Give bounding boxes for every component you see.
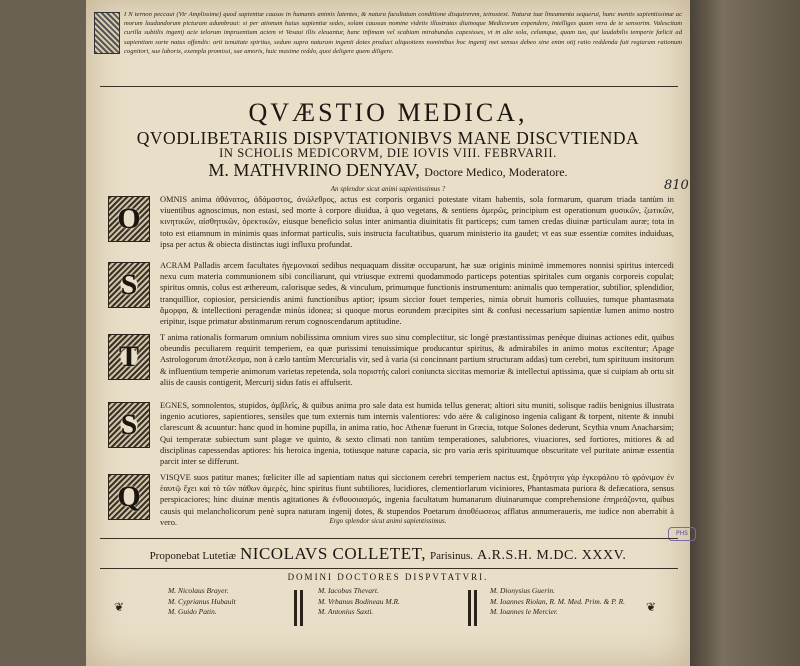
initial-o: O — [108, 196, 150, 242]
initial-s: S — [108, 262, 150, 308]
fleuron-right-icon: ❦ — [646, 600, 657, 614]
title-line-3: IN SCHOLIS MEDICORVM, DIE IOVIS VIII. FEBRVARII. — [219, 146, 557, 160]
doctor-name: M. Antonius Saxti. — [318, 607, 374, 616]
respondent-name: NICOLAVS COLLETET, — [240, 544, 426, 563]
proponebat-prefix: Proponebat Lutetiæ — [149, 550, 237, 562]
date-line: A.R.S.H. M.DC. XXXV. — [477, 548, 627, 563]
divider-bottom — [100, 538, 678, 539]
title-line-2: QVODLIBETARIIS DISPVTATIONIBVS MANE DISCVTIENDA — [136, 128, 640, 148]
doctor-name: M. Ioannes le Mercier. — [490, 607, 558, 616]
moderator-name: M. MATHVRINO DENYAV, — [208, 160, 420, 180]
fleuron-left-icon: ❦ — [114, 600, 125, 614]
doctor-name: M. Iacobus Thevart. — [318, 586, 379, 595]
brace-2b — [474, 590, 477, 626]
paragraph-5: VISQVE suos patitur manes; fœliciter ille ad sapientiam natus qui siccionem cerebri temperiem nactus est, ξηρότητα γὰρ ἐγκεφάλου τὸ φρόνιμον ἐν ἑαυτῷ ἔχει καὶ τὸ τῶν πάθων ἀμερὲς, hinc spiritus fiunt subtiliores, lucidiores, clementiorlarum viciniores, Phantasmata puriora & defæcatiora, sensus perspicaciores; hinc diuinæ mentis agitationes & ἐνθουσιασμός, ingenia facultatum humanarum diuinarumque comprehensione ἐπηρεάζοντα, quibus causis qui melancholicorum penè supra naturam ingenij dotes, & stupendos Poetarum ἀποθέωσεως afflatus annumeraueris, me iudice non aberrabit à vero. — [160, 473, 674, 527]
doctors-column-3 — [490, 586, 625, 618]
divider-names — [100, 568, 678, 569]
doctor-name: M. Nicolaus Brayer. — [168, 586, 229, 595]
brace-2 — [468, 590, 471, 626]
handwritten-number: 810 — [664, 178, 689, 193]
dedication-text: I N ternon peccaui (Vir Amplissime) quod sapientiæ causas in humanis animis latentes, & natura facultatum conditione disquirerem, teinsstexi. Naturæ tuæ lineamenta sequerui, hanc mentis sapientissimæ ac morum laudandorum picturam adumbraui: si per ationum huius sapientiæ sedes, solam caussas nomine videtis illustratas diuinoque Medicorum expendere, intelliges quam vera de te sensorim. Valescitum curilla subtilis ingenij acie telorum impruentium aciem vt Vesaui illis eleuantur, hanc infimam vel scabiam mirabundus capesisses, vt in alte sola, celumque, quam tuo, qui laudabilis temperie fælicii ad sapientiam sorte natus offendis: arti tenuitate spiritus, sedum supra naturam ingenii dotes produci aliquotiens nominibus hoc ingenij mei sensus debeo sine enim otij ratio reddenda fuit regiarum rationum cognitori, sue laborix, exempla promissi, sue amoris, huic maxime reddo, quoi deligere quem diligere. — [124, 11, 682, 55]
moderator-line — [86, 160, 690, 181]
initial-q: Q — [108, 474, 150, 520]
brace-1b — [300, 590, 303, 626]
book-spine-edge — [690, 0, 800, 666]
doctors-heading: DOMINI DOCTORES DISPVTATVRI. — [287, 572, 489, 582]
document-page — [86, 0, 690, 666]
library-stamp: PHS — [668, 527, 696, 541]
doctor-name: M. Ioannes Riolan, R. M. Med. Prim. & P. R. — [490, 596, 626, 606]
moderator-role: Doctore Medico, Moderatore. — [424, 165, 568, 179]
initial-t: T — [108, 334, 150, 380]
question-line: An splendor sicut animi sapientissimus ? — [330, 185, 446, 193]
paragraph-3: T anima rationalis formarum omnium nobilissima omnium vires suo sinu complectitur, sic longè præstantissimas penèque diuinas actiones edit, quibus obeundis peculiarem requirit temperiem, ea quæ purissimi tenuissimique producantur spiritus, & admirabiles in animo motus excitentur; Apage Astrologorum ἀποτέλεσμα, non à cælo tantùm Mercurialis vir, sed à varia (si concinnant partium structuram addas) tum cerebri, tum spirituum insitorum & influentium temperie animorum varietas repetenda, sola ποριστής calori coniuncta siccitas memoriæ & intellectui aptissima, quæ si cuipiam ab ortu sit aliis de causis contigerit, Mercurij sidus fatis ei affulserit. — [160, 333, 674, 387]
brace-1 — [294, 590, 297, 626]
paragraph-4: EGNES, somnolentos, stupidos, ἀμβλεῖς, & quibus anima pro sale data est humida tellus generat; altiori situ muniti, solisque radiis benignius illustrata ingenio acutiores, sapientiores, sensiles que tum externis tum internis valentiores: vdo aëre & caliginoso ingenia caligant & torpent, nitente & innubi clarescunt & acuuntur: hanc quod in homine pupilla, in anima ratio, hoc Athenæ fuerunt in Græcia, totque Solones dederunt, Scythia vnum Anacharsim; Qui temperatæ subiectum sunt plagæ ve quinto, & sexto climati non tantùm temperationes, salubriores, viuaciores, sed fortiores, mitiores & ad disciplinas capessendas aptiores: his heroica ingenia, totiusque naturæ capacia, sic pro varia æris spirituumque obscuritate vel puritate animæ essentia parcit inter se differunt. — [160, 401, 674, 467]
ornamental-initial — [94, 12, 120, 54]
divider-top — [100, 86, 678, 87]
doctor-name: M. Dionysius Guerin. — [490, 586, 555, 595]
dedication-block — [94, 6, 684, 80]
doctor-name: M. Vrbanus Bodineau M.R. — [318, 596, 400, 606]
paragraph-2: ACRAM Palladis arcem facultates ἡγεμονικαί sedibus nequaquam dissitæ occuparunt, hæ suæ originis minimè immemores nonnisi spiritus intercedi nexu cum materia communionem sibi conciliarunt, qui vtriusque extremi quodammodo particeps potentias spiritales cum organis corporeis copulat; spiritus omnis, colus est æthereum, calorisque sedes, & vinculum, primumque functionis instrumentum: animalis quo temperatior, subtilior, splendidior, tranquillior, copiosior, persiciendis animi functionibus aptior; ipsum siccior fouet temperies, nimia obruit humoris colluuies, tumque phantasmata ἄμορφα, & intellectioni peragendæ minùs idonea; si quoque morus eorundem præcipites sint & confusi necessarium sapientiæ lumen animo nostro eripitur, isque primatur abstinmarum rerum cognoscendarum aptitudine. — [160, 261, 674, 327]
doctors-column-2 — [318, 586, 400, 618]
doctor-name: M. Cyprianus Hubault — [168, 596, 236, 606]
respondent-line — [86, 544, 690, 564]
paragraph-1: OMNIS anima ἀθάνατος, ἀδάμαστος, ἀνώλεθρος, actus est corporis organici potestate vitam habentis, sola formarum, quarum triada tantùm in viuentibus agnoscimus, non estasi, sed morte à corpore diuidua, à quo vegetans, & sentiens ἀμερῶς, principium est operationum φυσικῶν, ζωτικῶν, κινητικῶν, αἰσθητικῶν, ὀρεκτικῶν, eiusque beneficio solus inter animantia diuinitatis fit particeps; cum tamen credas diuinæ particulam auræ; tota in toto est etiamnum in minimis quas informat particulis, suis instructa facultatibus, quarum ministerio ita gaudet; vt eas suæ essentiæ comites induiduas, ipsa per actus & obiecta distinctas iugi influxu profundat. — [160, 195, 674, 249]
initial-s2: S — [108, 402, 150, 448]
doctor-name: M. Guido Patin. — [168, 607, 217, 616]
title-line-1: QVÆSTIO MEDICA, — [248, 98, 528, 127]
conclusion-line: Ergo splendor sicut animi sapientissimus. — [329, 517, 447, 525]
doctors-column-1 — [168, 586, 236, 618]
respondent-origin: Parisinus. — [429, 550, 474, 562]
